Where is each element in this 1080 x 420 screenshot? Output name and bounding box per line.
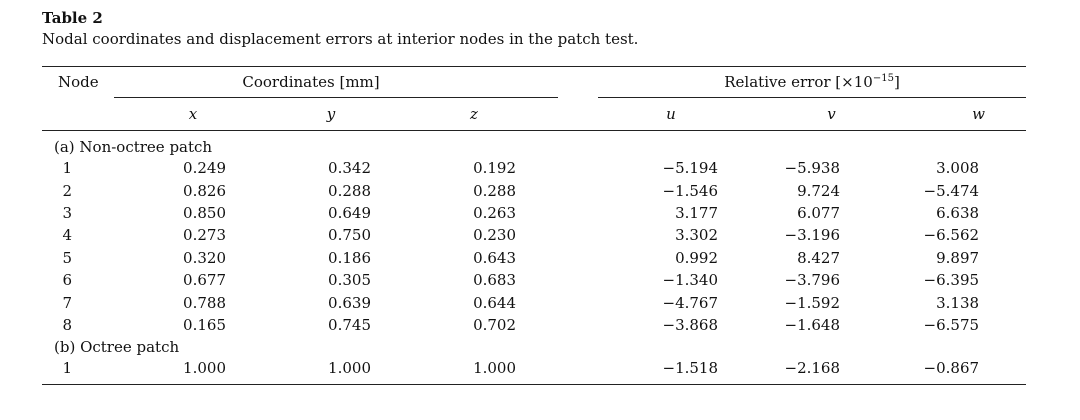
cell-gap bbox=[558, 224, 598, 246]
cell-v: −5.938 bbox=[784, 159, 841, 178]
cell-node: 5 bbox=[62, 248, 72, 267]
cell-y: 0.342 bbox=[328, 159, 371, 178]
data-table bbox=[42, 66, 1026, 385]
cell-u: 3.302 bbox=[675, 226, 719, 245]
table-label: Table 2 bbox=[42, 9, 103, 27]
cell-y: 0.750 bbox=[328, 226, 371, 245]
table-row bbox=[42, 224, 1026, 246]
cell-w: −6.395 bbox=[923, 271, 980, 290]
table-row bbox=[42, 247, 1026, 269]
table-body bbox=[42, 131, 1026, 385]
cell-y: 0.305 bbox=[328, 271, 371, 290]
header-coordinates bbox=[114, 67, 558, 98]
cell-y: 0.649 bbox=[328, 203, 371, 222]
header-coordinates-label: Coordinates [mm] bbox=[242, 73, 380, 91]
group-title: (a) Non-octree patch bbox=[54, 137, 213, 156]
cell-z: 1.000 bbox=[410, 357, 558, 384]
cell-z: 0.643 bbox=[473, 248, 517, 267]
header-relative-error-prefix: Relative error [×10 bbox=[724, 73, 873, 91]
cell-z: 0.644 bbox=[473, 293, 517, 312]
header-node-blank bbox=[42, 98, 114, 131]
cell-v: 9.724 bbox=[797, 181, 841, 200]
cell-node: 3 bbox=[62, 203, 72, 222]
cell-z: 0.263 bbox=[473, 203, 517, 222]
table-row bbox=[42, 179, 1026, 201]
cell-w: 3.138 bbox=[936, 293, 980, 312]
cell-v: −3.796 bbox=[784, 271, 841, 290]
cell-y: 0.186 bbox=[328, 248, 371, 267]
table-row bbox=[42, 291, 1026, 313]
cell-u: −1.340 bbox=[662, 271, 719, 290]
header-u: u bbox=[598, 98, 756, 131]
cell-node: 6 bbox=[62, 271, 72, 290]
cell-gap bbox=[558, 202, 598, 224]
cell-u: −1.518 bbox=[598, 357, 756, 384]
cell-gap bbox=[558, 247, 598, 269]
cell-x: 0.165 bbox=[183, 315, 226, 334]
cell-v: −1.648 bbox=[784, 315, 841, 334]
cell-x: 0.850 bbox=[183, 203, 226, 222]
cell-gap bbox=[558, 157, 598, 179]
cell-u: −4.767 bbox=[662, 293, 719, 312]
group-row bbox=[42, 131, 1026, 158]
table-row bbox=[42, 157, 1026, 179]
cell-u: −1.546 bbox=[662, 181, 719, 200]
cell-u: −3.868 bbox=[662, 315, 719, 334]
header-row-sub bbox=[42, 98, 1026, 131]
cell-v: −1.592 bbox=[784, 293, 841, 312]
table-row bbox=[42, 202, 1026, 224]
header-row-top bbox=[42, 67, 1026, 98]
cell-x: 0.677 bbox=[183, 271, 226, 290]
header-z: z bbox=[410, 98, 558, 131]
header-relative-error-suffix: ] bbox=[893, 73, 900, 91]
cell-z: 0.230 bbox=[473, 226, 517, 245]
cell-u: 0.992 bbox=[675, 248, 719, 267]
cell-gap bbox=[558, 291, 598, 313]
cell-v: 8.427 bbox=[797, 248, 841, 267]
header-relative-error-exponent: −15 bbox=[872, 73, 894, 84]
cell-gap bbox=[558, 314, 598, 336]
cell-node: 4 bbox=[62, 226, 72, 245]
header-gap-sub bbox=[558, 98, 598, 131]
header-node: Node bbox=[42, 67, 114, 98]
cell-z: 0.192 bbox=[473, 159, 517, 178]
table-row bbox=[42, 314, 1026, 336]
header-gap bbox=[558, 67, 598, 98]
cell-w: −6.575 bbox=[923, 315, 980, 334]
cell-w: −6.562 bbox=[923, 226, 980, 245]
cell-z: 0.683 bbox=[473, 271, 517, 290]
header-v: v bbox=[756, 98, 899, 131]
cell-node: 1 bbox=[62, 159, 72, 178]
cell-u: 3.177 bbox=[675, 203, 719, 222]
header-relative-error bbox=[598, 67, 1026, 98]
cell-node: 2 bbox=[62, 181, 72, 200]
cell-w: 3.008 bbox=[936, 159, 980, 178]
cell-node: 8 bbox=[62, 315, 72, 334]
cell-x: 0.249 bbox=[183, 159, 226, 178]
cell-y: 0.288 bbox=[328, 181, 371, 200]
cell-y: 0.745 bbox=[328, 315, 371, 334]
cell-node: 1 bbox=[42, 357, 114, 384]
cell-w: 6.638 bbox=[936, 203, 980, 222]
header-y: y bbox=[262, 98, 410, 131]
cell-x: 0.273 bbox=[183, 226, 226, 245]
cell-u: −5.194 bbox=[662, 159, 719, 178]
cell-v: 6.077 bbox=[797, 203, 841, 222]
table-heading bbox=[42, 8, 1026, 49]
cell-z: 0.288 bbox=[473, 181, 517, 200]
table-caption: Nodal coordinates and displacement errors at interior nodes in the patch test. bbox=[42, 30, 639, 48]
cell-gap bbox=[558, 357, 598, 384]
table-row bbox=[42, 357, 1026, 384]
cell-node: 7 bbox=[62, 293, 72, 312]
cell-w: 9.897 bbox=[936, 248, 980, 267]
header-x: x bbox=[114, 98, 262, 131]
cell-w: −5.474 bbox=[923, 181, 980, 200]
group-title: (b) Octree patch bbox=[54, 337, 180, 356]
table-row bbox=[42, 269, 1026, 291]
cell-y: 1.000 bbox=[262, 357, 410, 384]
cell-x: 0.788 bbox=[183, 293, 226, 312]
cell-w: −0.867 bbox=[899, 357, 1026, 384]
cell-v: −2.168 bbox=[756, 357, 899, 384]
header-w: w bbox=[899, 98, 1026, 131]
cell-y: 0.639 bbox=[328, 293, 371, 312]
cell-gap bbox=[558, 269, 598, 291]
group-row bbox=[42, 336, 1026, 357]
cell-gap bbox=[558, 179, 598, 201]
cell-x: 0.826 bbox=[183, 181, 226, 200]
cell-v: −3.196 bbox=[784, 226, 841, 245]
cell-x: 0.320 bbox=[183, 248, 226, 267]
cell-z: 0.702 bbox=[473, 315, 517, 334]
cell-x: 1.000 bbox=[114, 357, 262, 384]
